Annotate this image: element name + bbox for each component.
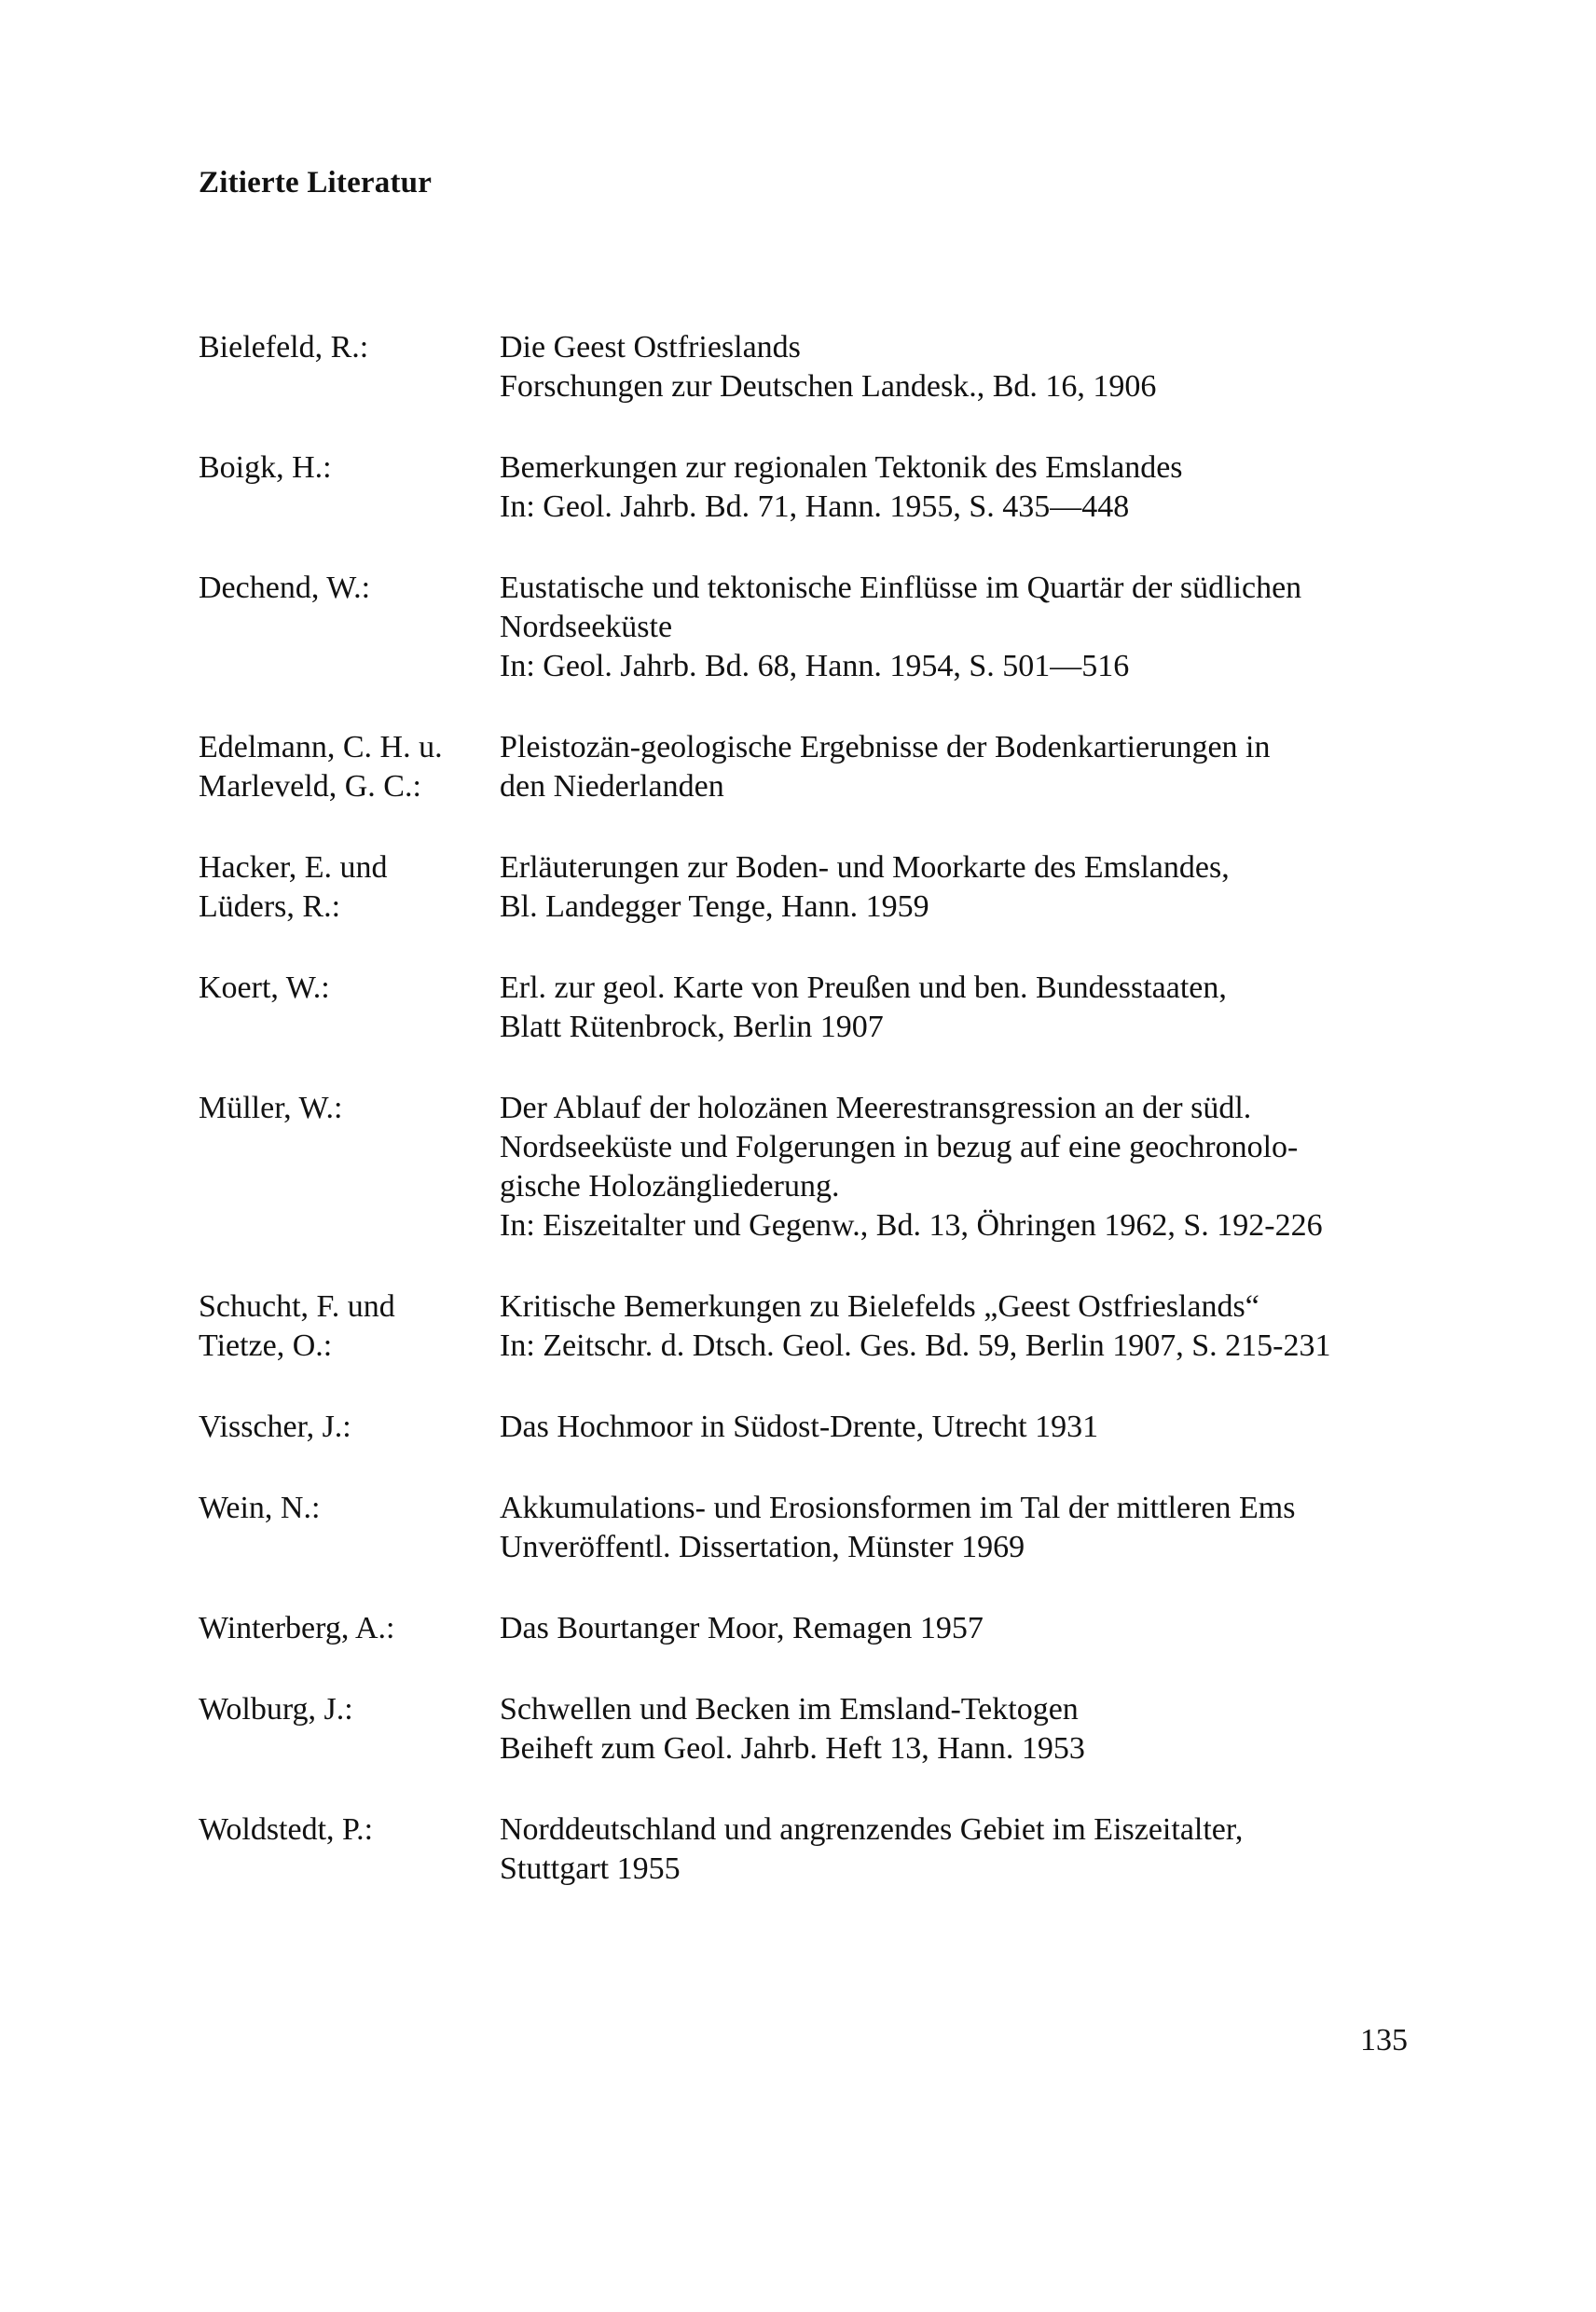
- reference-cell: [500, 1690, 1401, 1768]
- reference-cell: [500, 1408, 1401, 1447]
- bibliography-entry: [199, 969, 1401, 1047]
- author-line: Koert, W.:: [199, 970, 330, 1005]
- bibliography-entry: [199, 1690, 1401, 1768]
- author-cell: [199, 1089, 500, 1245]
- reference-line: Erl. zur geol. Karte von Preußen und ben. Bundesstaaten,: [500, 970, 1227, 1005]
- author-line: Marleveld, G. C.:: [199, 769, 421, 804]
- reference-line: Das Hochmoor in Südost-Drente, Utrecht 1931: [500, 1410, 1099, 1444]
- reference-line: In: Geol. Jahrb. Bd. 68, Hann. 1954, S. 501—516: [500, 649, 1130, 683]
- reference-cell: [500, 969, 1401, 1047]
- author-cell: [199, 448, 500, 527]
- page-title: Zitierte Literatur: [199, 166, 433, 200]
- bibliography-entry: [199, 448, 1401, 527]
- bibliography-entry: [199, 728, 1401, 806]
- reference-line: Forschungen zur Deutschen Landesk., Bd. 16, 1906: [500, 369, 1157, 404]
- author-cell: [199, 969, 500, 1047]
- author-cell: [199, 1609, 500, 1648]
- reference-line: Das Bourtanger Moor, Remagen 1957: [500, 1611, 984, 1645]
- reference-cell: [500, 328, 1401, 406]
- reference-line: In: Eiszeitalter und Gegenw., Bd. 13, Öhringen 1962, S. 192-226: [500, 1208, 1323, 1243]
- reference-line: Kritische Bemerkungen zu Bielefelds „Geest Ostfrieslands“: [500, 1289, 1259, 1324]
- author-line: Lüders, R.:: [199, 889, 341, 924]
- author-cell: [199, 848, 500, 927]
- author-line: Bielefeld, R.:: [199, 330, 369, 365]
- reference-line: In: Zeitschr. d. Dtsch. Geol. Ges. Bd. 59, Berlin 1907, S. 215-231: [500, 1328, 1331, 1363]
- bibliography-entry: [199, 1408, 1401, 1447]
- bibliography-entry: [199, 1810, 1401, 1889]
- reference-line: Pleistozän-geologische Ergebnisse der Bodenkartierungen in: [500, 730, 1271, 764]
- bibliography-entry: [199, 1287, 1401, 1366]
- bibliography-entry: [199, 1609, 1401, 1648]
- author-cell: [199, 328, 500, 406]
- bibliography-entry: [199, 328, 1401, 406]
- reference-line: Schwellen und Becken im Emsland-Tektogen: [500, 1692, 1079, 1727]
- author-line: Hacker, E. und: [199, 850, 388, 885]
- reference-line: Nordseeküste: [500, 610, 673, 644]
- reference-cell: [500, 1089, 1401, 1245]
- author-cell: [199, 569, 500, 686]
- page-number: 135: [1360, 2023, 1408, 2057]
- author-line: Edelmann, C. H. u.: [199, 730, 443, 764]
- author-cell: [199, 728, 500, 806]
- bibliography-entry: [199, 848, 1401, 927]
- reference-cell: [500, 1609, 1401, 1648]
- reference-line: Blatt Rütenbrock, Berlin 1907: [500, 1010, 884, 1044]
- reference-line: Bl. Landegger Tenge, Hann. 1959: [500, 889, 929, 924]
- author-line: Müller, W.:: [199, 1091, 343, 1125]
- reference-line: Norddeutschland und angrenzendes Gebiet im Eiszeitalter,: [500, 1812, 1244, 1847]
- reference-cell: [500, 1810, 1401, 1889]
- reference-line: Akkumulations- und Erosionsformen im Tal der mittleren Ems: [500, 1491, 1296, 1525]
- reference-cell: [500, 728, 1401, 806]
- reference-line: Die Geest Ostfrieslands: [500, 330, 801, 365]
- reference-line: In: Geol. Jahrb. Bd. 71, Hann. 1955, S. 435—448: [500, 489, 1130, 524]
- reference-cell: [500, 1287, 1401, 1366]
- bibliography-entry: [199, 1089, 1401, 1245]
- reference-line: Bemerkungen zur regionalen Tektonik des Emslandes: [500, 450, 1183, 485]
- bibliography-entry: [199, 1489, 1401, 1567]
- reference-line: gische Holozängliederung.: [500, 1169, 840, 1204]
- author-line: Tietze, O.:: [199, 1328, 333, 1363]
- bibliography-list: [199, 328, 1401, 1889]
- author-line: Visscher, J.:: [199, 1410, 351, 1444]
- bibliography-entry: [199, 569, 1401, 686]
- author-line: Wein, N.:: [199, 1491, 321, 1525]
- reference-cell: [500, 448, 1401, 527]
- author-line: Wolburg, J.:: [199, 1692, 353, 1727]
- reference-line: Unveröffentl. Dissertation, Münster 1969: [500, 1530, 1025, 1564]
- author-cell: [199, 1690, 500, 1768]
- author-cell: [199, 1810, 500, 1889]
- author-line: Schucht, F. und: [199, 1289, 395, 1324]
- author-line: Boigk, H.:: [199, 450, 332, 485]
- reference-cell: [500, 1489, 1401, 1567]
- reference-line: Der Ablauf der holozänen Meerestransgression an der südl.: [500, 1091, 1252, 1125]
- author-cell: [199, 1408, 500, 1447]
- author-cell: [199, 1287, 500, 1366]
- reference-line: Stuttgart 1955: [500, 1851, 681, 1886]
- author-line: Winterberg, A.:: [199, 1611, 395, 1645]
- author-line: Dechend, W.:: [199, 571, 371, 605]
- reference-line: den Niederlanden: [500, 769, 724, 804]
- author-cell: [199, 1489, 500, 1567]
- author-line: Woldstedt, P.:: [199, 1812, 374, 1847]
- reference-line: Beiheft zum Geol. Jahrb. Heft 13, Hann. 1953: [500, 1731, 1085, 1766]
- reference-line: Erläuterungen zur Boden- und Moorkarte des Emslandes,: [500, 850, 1230, 885]
- reference-cell: [500, 848, 1401, 927]
- reference-line: Eustatische und tektonische Einflüsse im Quartär der südlichen: [500, 571, 1302, 605]
- reference-line: Nordseeküste und Folgerungen in bezug auf eine geochronolo-: [500, 1130, 1299, 1164]
- reference-cell: [500, 569, 1401, 686]
